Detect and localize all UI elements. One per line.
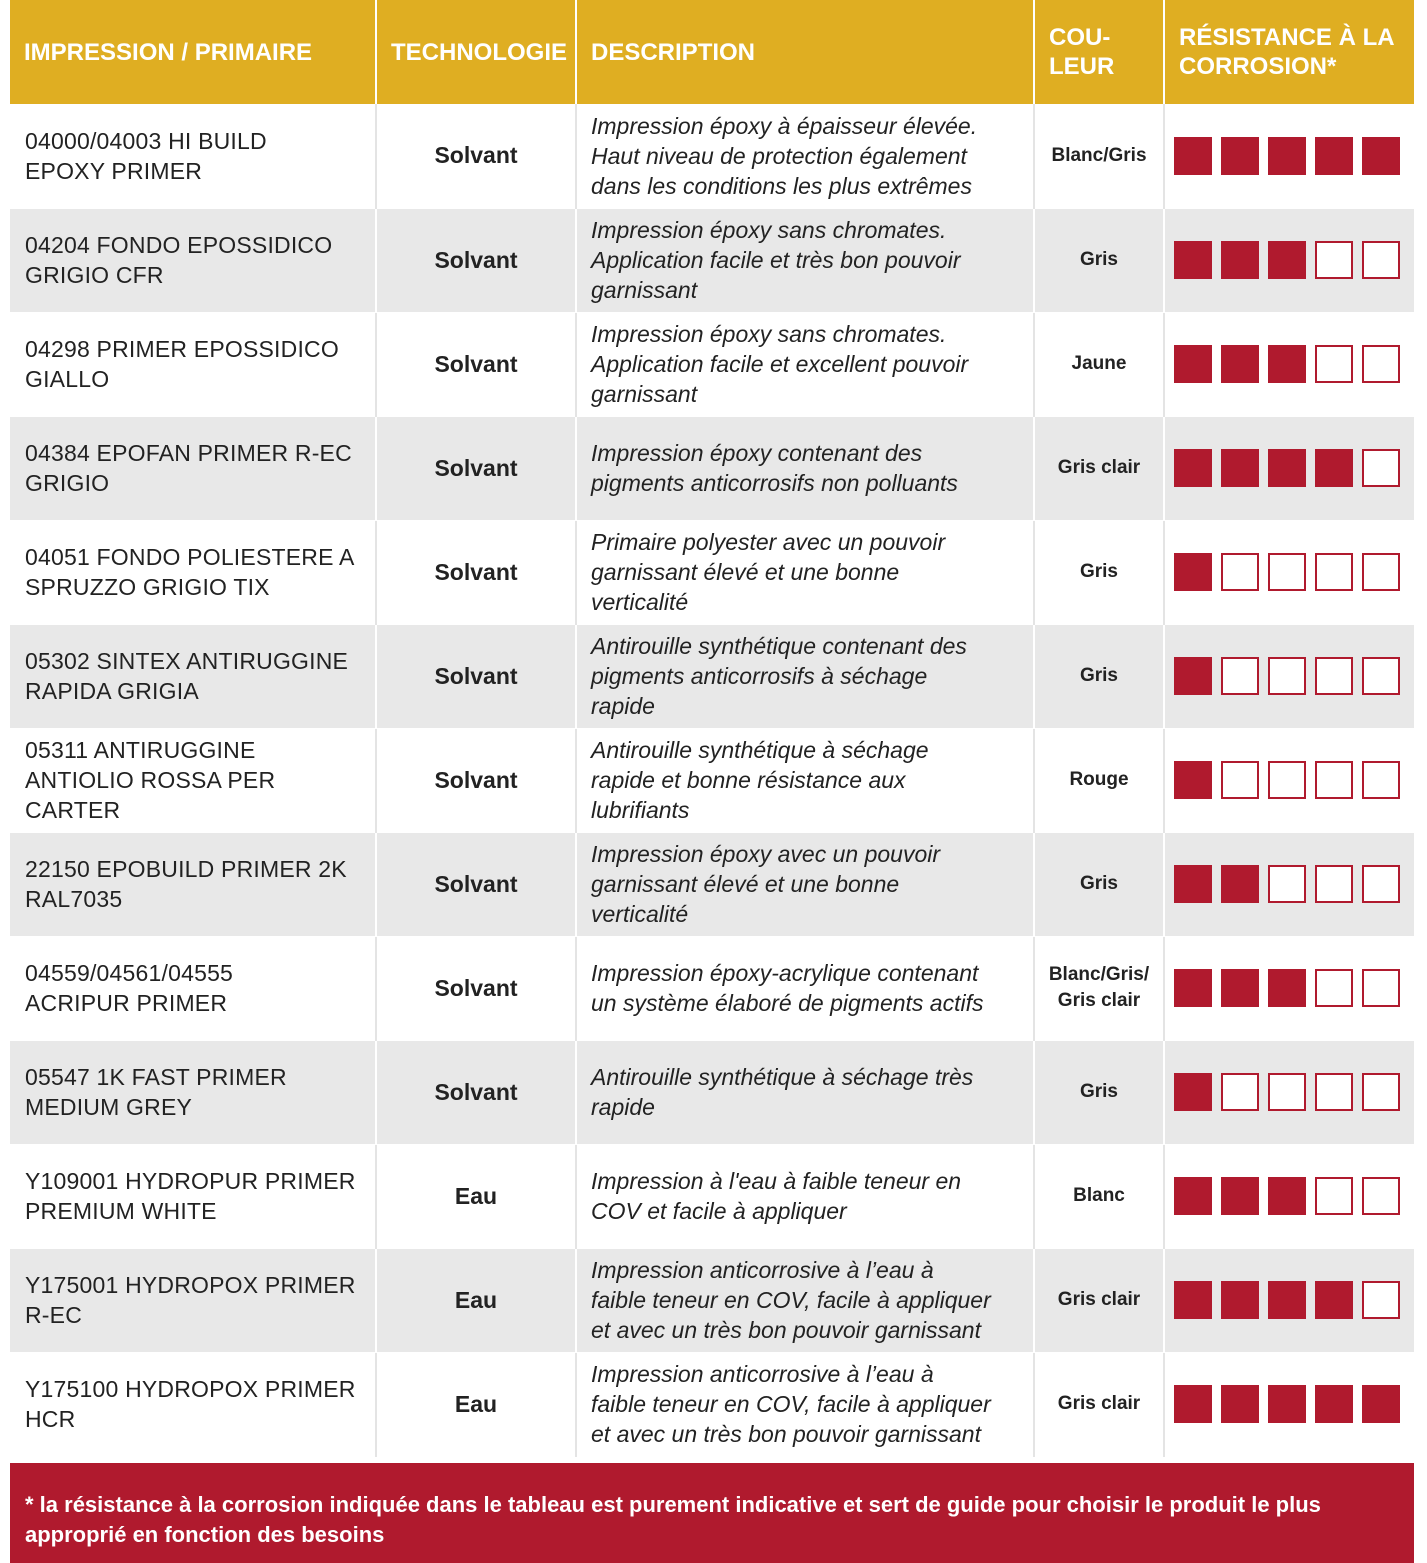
product-name-cell [10, 1248, 376, 1352]
color-value-line: Rouge [1069, 769, 1129, 790]
resistance-cell [1164, 208, 1414, 312]
technology-value: Solvant [434, 870, 518, 897]
description-cell [576, 520, 1034, 624]
table-row [10, 728, 1414, 832]
color-value-line: Gris [1079, 561, 1119, 582]
rating-square-empty [1315, 1177, 1353, 1215]
description-cell [576, 832, 1034, 936]
technology-value: Solvant [434, 974, 518, 1001]
rating-square-filled [1174, 761, 1212, 799]
color-cell [1034, 1040, 1164, 1144]
color-cell [1034, 1144, 1164, 1248]
description-line: un système élaboré de pigments actifs [591, 990, 984, 1016]
color-cell [1034, 1352, 1164, 1456]
resistance-cell [1164, 728, 1414, 832]
description-cell [576, 1248, 1034, 1352]
resistance-cell [1164, 312, 1414, 416]
product-name-line: 05547 1K FAST PRIMER [25, 1064, 287, 1090]
technology-cell [376, 104, 576, 208]
product-name-line: RAL7035 [25, 886, 123, 912]
technology-value: Eau [454, 1286, 498, 1313]
description-cell [576, 936, 1034, 1040]
header-product: IMPRESSION / PRIMAIRE [10, 0, 376, 104]
product-name-cell [10, 936, 376, 1040]
rating-square-empty [1268, 553, 1306, 591]
product-name-line: 04204 FONDO EPOSSIDICO [25, 232, 333, 258]
rating-square-filled [1315, 449, 1353, 487]
rating-square-empty [1221, 1073, 1259, 1111]
product-name-line: 22150 EPOBUILD PRIMER 2K [25, 856, 347, 882]
technology-cell [376, 936, 576, 1040]
product-name-line: 04298 PRIMER EPOSSIDICO [25, 336, 339, 362]
technology-cell [376, 208, 576, 312]
table-row [10, 832, 1414, 936]
footnote-text: * la résistance à la corrosion indiquée dans le tableau est purement indicative et sert de guide pour choisir le produit le plus approprié en fonction des besoins [25, 1492, 1321, 1547]
table-row [10, 520, 1414, 624]
rating-square-empty [1362, 1177, 1400, 1215]
rating-square-empty [1268, 657, 1306, 695]
rating-square-empty [1221, 553, 1259, 591]
technology-value: Solvant [434, 558, 518, 585]
rating-square-empty [1315, 969, 1353, 1007]
rating-square-filled [1221, 1385, 1259, 1423]
product-name-line: GIALLO [25, 366, 110, 392]
resistance-cell [1164, 520, 1414, 624]
rating-square-empty [1315, 761, 1353, 799]
header-description: DESCRIPTION [576, 0, 1034, 104]
description-cell [576, 1040, 1034, 1144]
technology-cell [376, 624, 576, 728]
rating-square-empty [1315, 345, 1353, 383]
technology-cell [376, 1144, 576, 1248]
rating-square-empty [1362, 1281, 1400, 1319]
header-resistance-line2: CORROSION* [1179, 53, 1337, 80]
resistance-rating [1174, 657, 1413, 695]
rating-square-empty [1362, 657, 1400, 695]
resistance-cell [1164, 1248, 1414, 1352]
product-name-line: ANTIOLIO ROSSA PER [25, 767, 276, 793]
rating-square-filled [1268, 449, 1306, 487]
color-cell [1034, 312, 1164, 416]
color-value-line: Blanc [1073, 1185, 1125, 1206]
technology-value: Eau [454, 1182, 498, 1209]
description-line: garnissant élevé et une bonne [591, 871, 900, 897]
rating-square-empty [1362, 241, 1400, 279]
product-name-line: 04051 FONDO POLIESTERE A [25, 544, 355, 570]
rating-square-filled [1268, 137, 1306, 175]
color-value-line: Gris clair [1057, 1289, 1141, 1310]
rating-square-filled [1221, 1177, 1259, 1215]
resistance-rating [1174, 1281, 1413, 1319]
rating-square-filled [1174, 553, 1212, 591]
technology-cell [376, 520, 576, 624]
table-row [10, 1352, 1414, 1456]
header-color-line1: COU- [1049, 24, 1111, 51]
resistance-cell [1164, 416, 1414, 520]
color-cell [1034, 208, 1164, 312]
description-line: Impression époxy avec un pouvoir [591, 841, 941, 867]
product-table-container [10, 0, 1414, 1457]
rating-square-filled [1174, 449, 1212, 487]
description-line: Impression époxy sans chromates. [591, 321, 947, 347]
product-name-line: 04384 EPOFAN PRIMER R-EC [25, 440, 352, 466]
color-value-line: Jaune [1071, 353, 1127, 374]
rating-square-filled [1315, 1385, 1353, 1423]
product-name-line: CARTER [25, 797, 121, 823]
rating-square-filled [1221, 345, 1259, 383]
rating-square-filled [1174, 1385, 1212, 1423]
rating-square-empty [1362, 553, 1400, 591]
table-row [10, 416, 1414, 520]
description-line: Impression époxy contenant des [591, 440, 923, 466]
description-line: Impression époxy à épaisseur élevée. [591, 112, 978, 139]
product-name-line: PREMIUM WHITE [25, 1198, 217, 1224]
rating-square-empty [1362, 345, 1400, 383]
header-color-line2: LEUR [1049, 53, 1115, 80]
product-name-line: 04000/04003 HI BUILD [25, 127, 267, 154]
description-line: faible teneur en COV, facile à appliquer [591, 1391, 991, 1417]
description-line: Haut niveau de protection également [591, 142, 967, 169]
rating-square-empty [1221, 761, 1259, 799]
description-line: Impression à l'eau à faible teneur en [591, 1168, 962, 1194]
product-name-line: 05311 ANTIRUGGINE [25, 737, 256, 763]
description-line: et avec un très bon pouvoir garnissant [591, 1421, 981, 1447]
rating-square-filled [1268, 345, 1306, 383]
technology-cell [376, 416, 576, 520]
table-header-row [10, 0, 1414, 104]
description-cell [576, 624, 1034, 728]
rating-square-filled [1174, 1177, 1212, 1215]
rating-square-filled [1315, 1281, 1353, 1319]
rating-square-filled [1221, 865, 1259, 903]
primer-table [10, 0, 1414, 1457]
product-name-line: RAPIDA GRIGIA [25, 678, 199, 704]
technology-cell [376, 1040, 576, 1144]
header-resistance-line1: RÉSISTANCE À LA [1179, 24, 1395, 51]
rating-square-filled [1268, 1281, 1306, 1319]
product-name-line: R-EC [25, 1302, 83, 1328]
description-cell [576, 728, 1034, 832]
description-line: Application facile et très bon pouvoir [591, 247, 961, 273]
rating-square-filled [1268, 241, 1306, 279]
product-name-cell [10, 624, 376, 728]
table-body [10, 104, 1414, 1456]
resistance-rating [1174, 1385, 1413, 1423]
table-row [10, 624, 1414, 728]
description-line: rapide [591, 1094, 655, 1120]
header-technology: TECHNOLOGIE [376, 0, 576, 104]
product-name-line: MEDIUM GREY [25, 1094, 193, 1120]
rating-square-filled [1268, 1177, 1306, 1215]
product-name-cell [10, 832, 376, 936]
description-cell [576, 1144, 1034, 1248]
description-line: rapide et bonne résistance aux [591, 767, 906, 793]
resistance-cell [1164, 832, 1414, 936]
technology-value: Solvant [434, 142, 518, 169]
technology-value: Solvant [434, 350, 518, 377]
resistance-rating [1174, 761, 1413, 799]
rating-square-filled [1268, 969, 1306, 1007]
footnote-banner [10, 1463, 1414, 1563]
color-value-line: Blanc/Gris [1051, 144, 1147, 166]
description-cell [576, 208, 1034, 312]
description-line: lubrifiants [591, 797, 690, 823]
resistance-rating [1174, 1073, 1413, 1111]
description-line: Impression anticorrosive à l’eau à [591, 1257, 934, 1283]
description-cell [576, 1352, 1034, 1456]
description-line: verticalité [591, 901, 689, 927]
rating-square-filled [1174, 1073, 1212, 1111]
description-line: COV et facile à appliquer [591, 1198, 847, 1224]
color-cell [1034, 1248, 1164, 1352]
header-resistance [1164, 0, 1414, 104]
description-cell [576, 312, 1034, 416]
rating-square-empty [1362, 969, 1400, 1007]
color-cell [1034, 416, 1164, 520]
product-name-line: Y175001 HYDROPOX PRIMER [25, 1272, 356, 1298]
rating-square-empty [1315, 553, 1353, 591]
description-line: Application facile et excellent pouvoir [591, 351, 969, 377]
product-name-line: 04559/04561/04555 [25, 960, 234, 986]
technology-cell [376, 1248, 576, 1352]
product-name-cell [10, 416, 376, 520]
description-line: garnissant [591, 381, 698, 407]
resistance-rating [1174, 241, 1413, 279]
color-cell [1034, 520, 1164, 624]
table-row [10, 208, 1414, 312]
description-line: rapide [591, 693, 655, 719]
rating-square-filled [1221, 137, 1259, 175]
description-cell [576, 104, 1034, 208]
description-line: pigments anticorrosifs non polluants [591, 470, 958, 496]
resistance-rating [1174, 345, 1413, 383]
color-cell [1034, 832, 1164, 936]
color-value-line: Gris [1079, 1081, 1119, 1102]
resistance-rating [1174, 1177, 1413, 1215]
description-line: faible teneur en COV, facile à appliquer [591, 1287, 991, 1313]
color-value-line: Gris [1079, 665, 1119, 686]
resistance-rating [1174, 137, 1413, 175]
resistance-cell [1164, 936, 1414, 1040]
technology-cell [376, 728, 576, 832]
rating-square-filled [1221, 449, 1259, 487]
resistance-rating [1174, 865, 1413, 903]
rating-square-filled [1174, 657, 1212, 695]
rating-square-empty [1362, 1073, 1400, 1111]
color-cell [1034, 936, 1164, 1040]
technology-value: Solvant [434, 1078, 518, 1105]
description-line: Impression époxy sans chromates. [591, 217, 947, 243]
description-line: verticalité [591, 589, 689, 615]
resistance-rating [1174, 553, 1413, 591]
table-row [10, 1040, 1414, 1144]
rating-square-empty [1362, 449, 1400, 487]
table-row [10, 1248, 1414, 1352]
technology-value: Solvant [434, 662, 518, 689]
rating-square-empty [1221, 657, 1259, 695]
technology-cell [376, 832, 576, 936]
technology-cell [376, 1352, 576, 1456]
description-line: dans les conditions les plus extrêmes [591, 172, 972, 199]
technology-cell [376, 312, 576, 416]
product-name-line: 05302 SINTEX ANTIRUGGINE [25, 648, 349, 674]
technology-value: Eau [454, 1390, 498, 1417]
rating-square-filled [1174, 241, 1212, 279]
product-name-cell [10, 1144, 376, 1248]
rating-square-filled [1315, 137, 1353, 175]
product-name-line: GRIGIO CFR [25, 262, 164, 288]
product-name-cell [10, 1352, 376, 1456]
resistance-cell [1164, 104, 1414, 208]
description-line: garnissant élevé et une bonne [591, 559, 900, 585]
product-name-line: Y175100 HYDROPOX PRIMER [25, 1376, 356, 1402]
description-line: Antirouille synthétique à séchage très [591, 1064, 974, 1090]
description-line: Antirouille synthétique à séchage [591, 737, 929, 763]
resistance-rating [1174, 969, 1413, 1007]
product-name-line: SPRUZZO GRIGIO TIX [25, 574, 270, 600]
table-row [10, 1144, 1414, 1248]
rating-square-empty [1362, 865, 1400, 903]
resistance-cell [1164, 1144, 1414, 1248]
color-cell [1034, 624, 1164, 728]
description-line: Impression anticorrosive à l’eau à [591, 1361, 934, 1387]
rating-square-empty [1268, 865, 1306, 903]
color-value-line: Gris [1079, 249, 1119, 270]
table-row [10, 936, 1414, 1040]
resistance-cell [1164, 1352, 1414, 1456]
color-cell [1034, 728, 1164, 832]
description-line: garnissant [591, 277, 698, 303]
technology-value: Solvant [434, 246, 518, 273]
description-line: Impression époxy-acrylique contenant [591, 960, 979, 986]
rating-square-filled [1221, 241, 1259, 279]
resistance-cell [1164, 624, 1414, 728]
rating-square-filled [1174, 345, 1212, 383]
product-name-line: EPOXY PRIMER [25, 157, 203, 184]
color-value-line: Gris [1079, 873, 1119, 894]
rating-square-filled [1362, 1385, 1400, 1423]
rating-square-filled [1221, 969, 1259, 1007]
table-row [10, 104, 1414, 208]
rating-square-empty [1268, 761, 1306, 799]
rating-square-empty [1315, 1073, 1353, 1111]
product-name-line: HCR [25, 1406, 76, 1432]
product-name-line: GRIGIO [25, 470, 110, 496]
description-line: Primaire polyester avec un pouvoir [591, 529, 946, 555]
resistance-rating [1174, 449, 1413, 487]
rating-square-empty [1362, 761, 1400, 799]
rating-square-empty [1315, 657, 1353, 695]
product-name-line: ACRIPUR PRIMER [25, 990, 228, 1016]
color-value-line: Blanc/Gris/ [1048, 964, 1150, 985]
product-name-cell [10, 104, 376, 208]
color-value-line: Gris clair [1057, 457, 1141, 478]
rating-square-filled [1221, 1281, 1259, 1319]
rating-square-empty [1315, 865, 1353, 903]
color-cell [1034, 104, 1164, 208]
technology-value: Solvant [434, 766, 518, 793]
rating-square-empty [1268, 1073, 1306, 1111]
description-line: et avec un très bon pouvoir garnissant [591, 1317, 981, 1343]
rating-square-filled [1174, 137, 1212, 175]
rating-square-filled [1174, 1281, 1212, 1319]
resistance-cell [1164, 1040, 1414, 1144]
rating-square-filled [1268, 1385, 1306, 1423]
product-name-cell [10, 208, 376, 312]
product-name-cell [10, 520, 376, 624]
product-name-line: Y109001 HYDROPUR PRIMER [25, 1168, 356, 1194]
description-line: Antirouille synthétique contenant des [591, 633, 967, 659]
rating-square-filled [1174, 969, 1212, 1007]
description-line: pigments anticorrosifs à séchage [591, 663, 928, 689]
header-color [1034, 0, 1164, 104]
product-name-cell [10, 728, 376, 832]
rating-square-filled [1174, 865, 1212, 903]
rating-square-filled [1362, 137, 1400, 175]
rating-square-empty [1315, 241, 1353, 279]
color-value-line: Gris clair [1057, 1393, 1141, 1414]
table-row [10, 312, 1414, 416]
product-name-cell [10, 312, 376, 416]
description-cell [576, 416, 1034, 520]
color-value-line: Gris clair [1057, 990, 1141, 1011]
technology-value: Solvant [434, 454, 518, 481]
product-name-cell [10, 1040, 376, 1144]
